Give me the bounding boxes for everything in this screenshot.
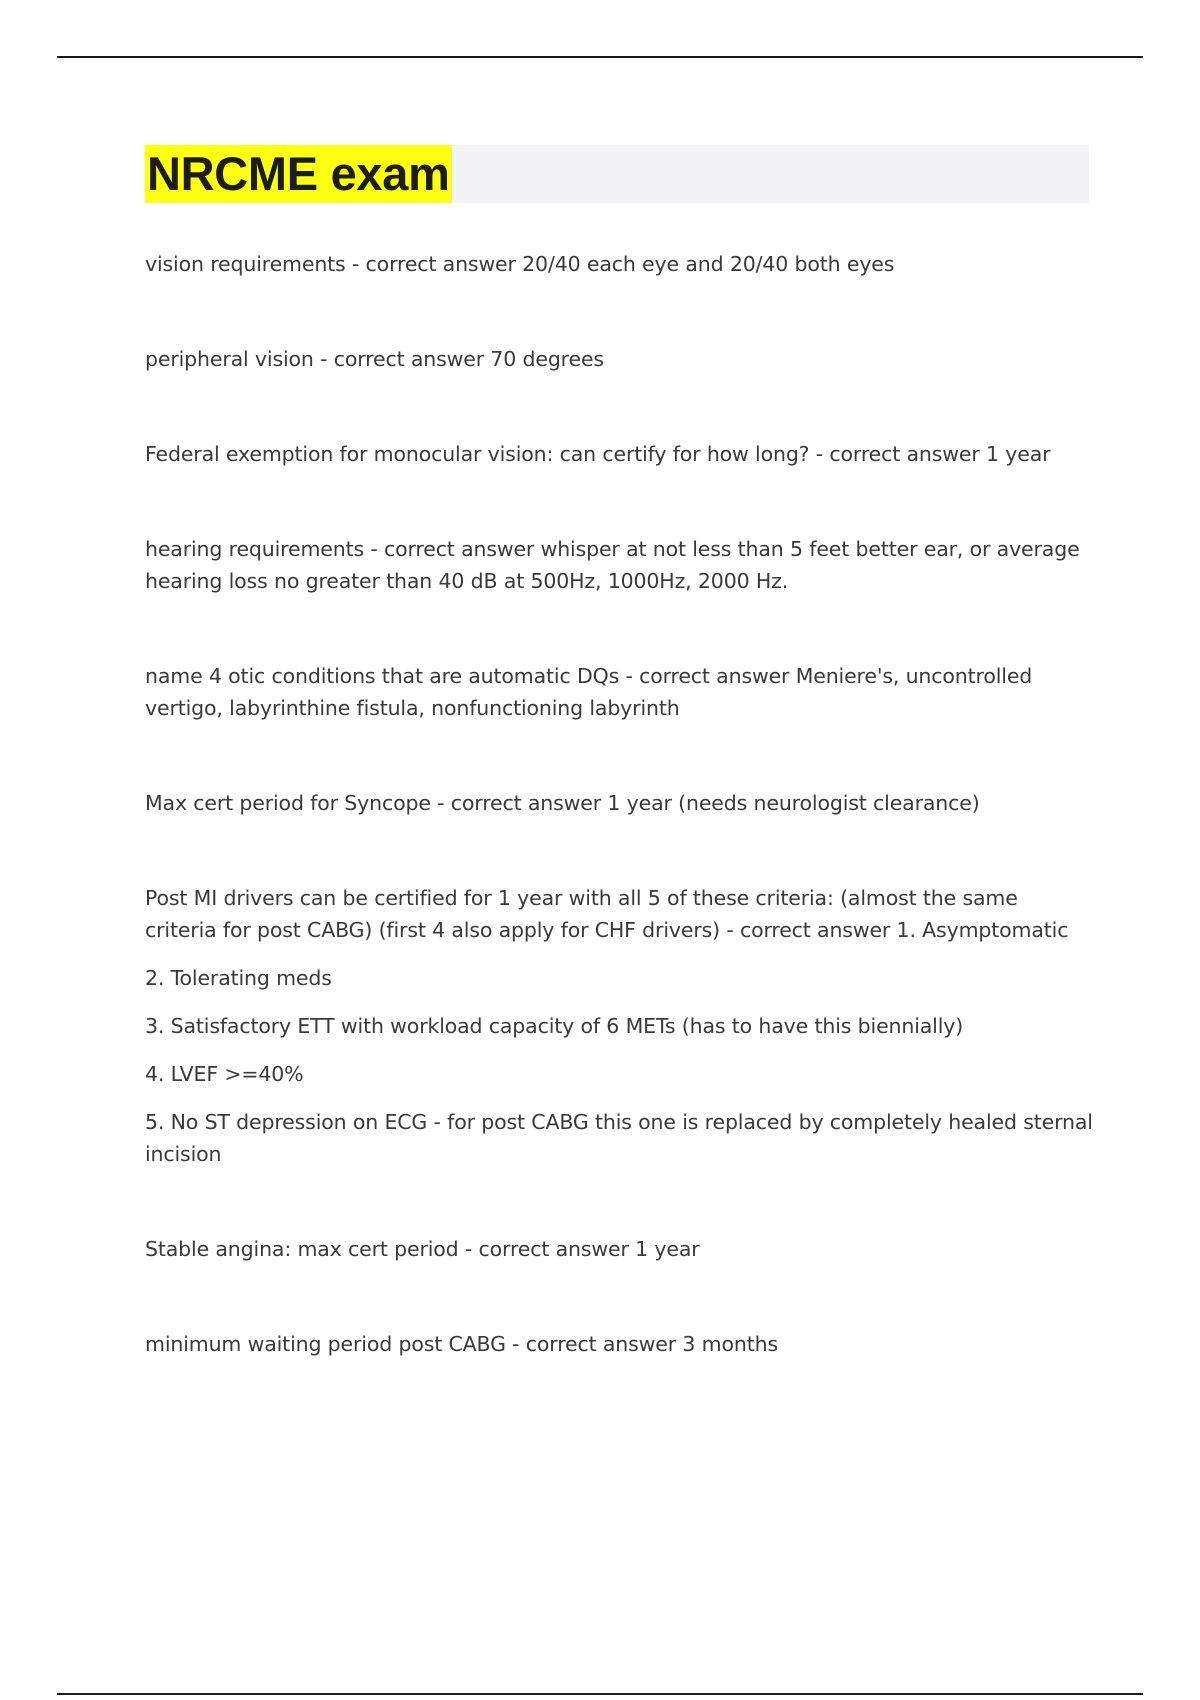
- criteria-item: 4. LVEF >=40%: [145, 1062, 304, 1086]
- qa-peripheral-vision: peripheral vision - correct answer 70 degrees: [145, 347, 604, 371]
- qa-otic-conditions: name 4 otic conditions that are automatic DQs - correct answer Meniere's, uncontrolled vertigo, labyrinthine fistula, nonfunctioning labyrinth: [145, 664, 1033, 720]
- qa-vision-requirements: vision requirements - correct answer 20/40 each eye and 20/40 both eyes: [145, 252, 895, 276]
- header-rule: [57, 56, 1143, 58]
- qa-hearing-requirements: hearing requirements - correct answer whisper at not less than 5 feet better ear, or average hearing loss no greater than 40 dB at 500Hz, 1000Hz, 2000 Hz.: [145, 537, 1080, 593]
- qa-monocular-exemption: Federal exemption for monocular vision: can certify for how long? - correct answer 1 year: [145, 442, 1051, 466]
- criteria-item: 3. Satisfactory ETT with workload capacity of 6 METs (has to have this biennially): [145, 1014, 964, 1038]
- qa-stable-angina: Stable angina: max cert period - correct answer 1 year: [145, 1237, 700, 1261]
- qa-post-mi-criteria: Post MI drivers can be certified for 1 year with all 5 of these criteria: (almost the same criteria for post CABG) (first 4 also apply for CHF drivers) - correct answer 1. Asymptomatic: [145, 886, 1069, 942]
- qa-post-cabg-wait: minimum waiting period post CABG - correct answer 3 months: [145, 1332, 778, 1356]
- footer-rule: [57, 1693, 1143, 1695]
- criteria-item: 2. Tolerating meds: [145, 966, 332, 990]
- page-title: NRCME exam: [145, 145, 452, 203]
- document-body: [145, 248, 1095, 1360]
- criteria-item: 5. No ST depression on ECG - for post CABG this one is replaced by completely healed sternal incision: [145, 1110, 1093, 1166]
- qa-syncope: Max cert period for Syncope - correct answer 1 year (needs neurologist clearance): [145, 791, 980, 815]
